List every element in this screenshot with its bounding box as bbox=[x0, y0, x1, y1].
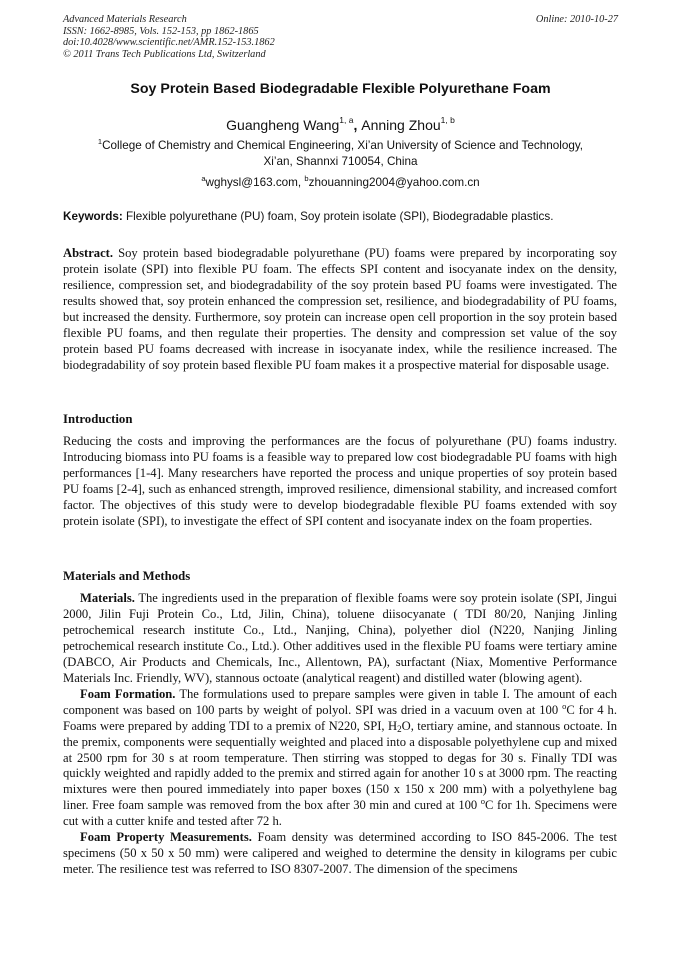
author-emails bbox=[63, 176, 618, 189]
abstract-text: Soy protein based biodegradable polyurethane (PU) foams were prepared by incorporating soy protein isolate (SPI) into flexible PU foam. The effects SPI content and isocyanate index on the density, resilience, compression set, and biodegradability of the soy protein based PU foams were investigated. The results showed that, soy protein enhanced the compression set, resilience, and biodegradability of PU foams, but increased the density. Furthermore, soy protein can increase open cell proportion in the soy protein based flexible PU foams, and then regulate their properties. The density and compression set value of the soy protein based PU foams decreased with increase in isocyanate index, while the resilience increased. The biodegradability of soy protein based flexible PU foam makes it a prospective material for disposable usage. bbox=[63, 246, 617, 372]
degree-mark-1: o bbox=[562, 700, 567, 711]
email-a-mark: a bbox=[201, 174, 206, 183]
affiliation bbox=[63, 138, 618, 169]
water-subscript: 2 bbox=[397, 723, 402, 734]
materials-text: The ingredients used in the preparation of flexible foams were soy protein isolate (SPI, Jingui 2000, Jilin Fuji Protein Co., Ltd, Jilin, China), toluene diisocyanate ( TDI 80/20, Nanjing Jinling petrochemical research institute Co., Ltd., Nanjing, China), polyether diol (N220, Nanjing Jinling petrochemical research institute Co., Ltd.). Other additives used in the flexible PU foams were tertiary amine (DABCO, Air Products and Chemicals, Inc., Allentown, PA), surfactant (Niax, Momentive Performance Materials Inc. Friendly, WV), stannous octoate (analytical reagent) and distilled water (blowing agent). bbox=[63, 591, 617, 685]
email-b-mark: b bbox=[304, 174, 309, 183]
introduction-text: Reducing the costs and improving the performances are the focus of polyurethane (PU) foams industry. Introducing biomass into PU foams is a feasible way to prepared low cost biodegradable PU foams with high performances [1-4]. Many researchers have reported the process and unique properties of soy protein based PU foams [2-4], such as enhanced strength, improved resilience, dimensional stability, and increased comfort factor. The objectives of this study were to develop biodegradable flexible PU foams extended with soy protein isolate (SPI), to investigate the effect of SPI content and isocyanate index on the foam properties. bbox=[63, 434, 617, 528]
online-date: Online: 2010-10-27 bbox=[535, 14, 618, 25]
journal-name: Advanced Materials Research bbox=[63, 14, 187, 25]
issn-line: ISSN: 1662-8985, Vols. 152-153, pp 1862-1865 bbox=[63, 25, 259, 37]
degree-mark-2: o bbox=[480, 796, 486, 807]
author-line bbox=[63, 117, 618, 133]
property-paragraph bbox=[63, 830, 617, 878]
affiliation-line-2: Xi’an, Shannxi 710054, China bbox=[263, 154, 418, 168]
affiliation-line-1: College of Chemistry and Chemical Engineering, Xi’an University of Science and Technology, bbox=[102, 139, 584, 152]
email-b: zhouanning2004@yahoo.com.cn bbox=[308, 176, 480, 189]
journal-header bbox=[63, 14, 618, 60]
paper-title: Soy Protein Based Biodegradable Flexible Polyurethane Foam bbox=[130, 81, 551, 97]
formation-text-4: C for 1h. Specimens were cut with a cutter knife and tested after 72 h. bbox=[63, 798, 618, 829]
author-separator: , bbox=[353, 117, 362, 133]
author-2-affil-mark: 1, b bbox=[440, 115, 455, 125]
keywords bbox=[63, 210, 618, 223]
abstract-label: Abstract. bbox=[63, 246, 114, 260]
doi-line: doi:10.4028/www.scientific.net/AMR.152-153.1862 bbox=[63, 37, 275, 49]
author-1: Guangheng Wang bbox=[226, 117, 340, 133]
formation-label: Foam Formation. bbox=[80, 686, 176, 701]
formation-paragraph bbox=[63, 687, 617, 831]
property-label: Foam Property Measurements. bbox=[80, 830, 252, 845]
introduction-heading: Introduction bbox=[63, 412, 133, 426]
introduction-body bbox=[63, 434, 617, 530]
keywords-label: Keywords: bbox=[63, 210, 123, 223]
formation-text-2: C for 4 h. Foams were prepared by adding TDI to a premix of N220, SPI, H bbox=[63, 702, 617, 733]
property-text: Foam density was determined according to ISO 845-2006. The test specimens (50 x 50 x 50 mm) were calipered and weighed to determine the density in kilograms per cubic meter. The resilience test was referred to ISO 8307-2007. The dimension of the specimens bbox=[63, 830, 617, 877]
email-a: wghysl@163.com, bbox=[205, 176, 305, 189]
methods-body bbox=[63, 591, 617, 878]
copyright-line: © 2011 Trans Tech Publications Ltd, Switzerland bbox=[63, 48, 266, 60]
formation-text-3: O, tertiary amine, and stannous octoate. In the premix, components were sequentially weighted and placed into a disposable polyethylene cup and mixed at 2500 rpm for 30 s at room temperature. Then stirring was stopped to degas for 30 s. Finally TDI was quickly weighted and rapidly added to the premix and stirred again for another 10 s at 3000 rpm. The reacting mixtures were then poured immediately into paper boxes (150 x 150 x 200 mm) with a polyethylene bag liner. Free foam sample was removed from the box after 30 min and cured at 100 bbox=[63, 718, 617, 813]
formation-text-1: The formulations used to prepare samples were given in table I. The amount of each component was based on 100 parts by weight of polyol. SPI was dried in a vacuum oven at 100 bbox=[63, 686, 617, 717]
abstract bbox=[63, 246, 617, 374]
materials-label: Materials. bbox=[80, 591, 135, 605]
author-1-affil-mark: 1, a bbox=[339, 115, 354, 125]
methods-heading: Materials and Methods bbox=[63, 569, 191, 583]
author-2: Anning Zhou bbox=[361, 117, 441, 133]
materials-paragraph bbox=[63, 591, 617, 687]
affiliation-mark: 1 bbox=[97, 137, 103, 146]
keywords-text: Flexible polyurethane (PU) foam, Soy protein isolate (SPI), Biodegradable plastics. bbox=[122, 210, 554, 223]
